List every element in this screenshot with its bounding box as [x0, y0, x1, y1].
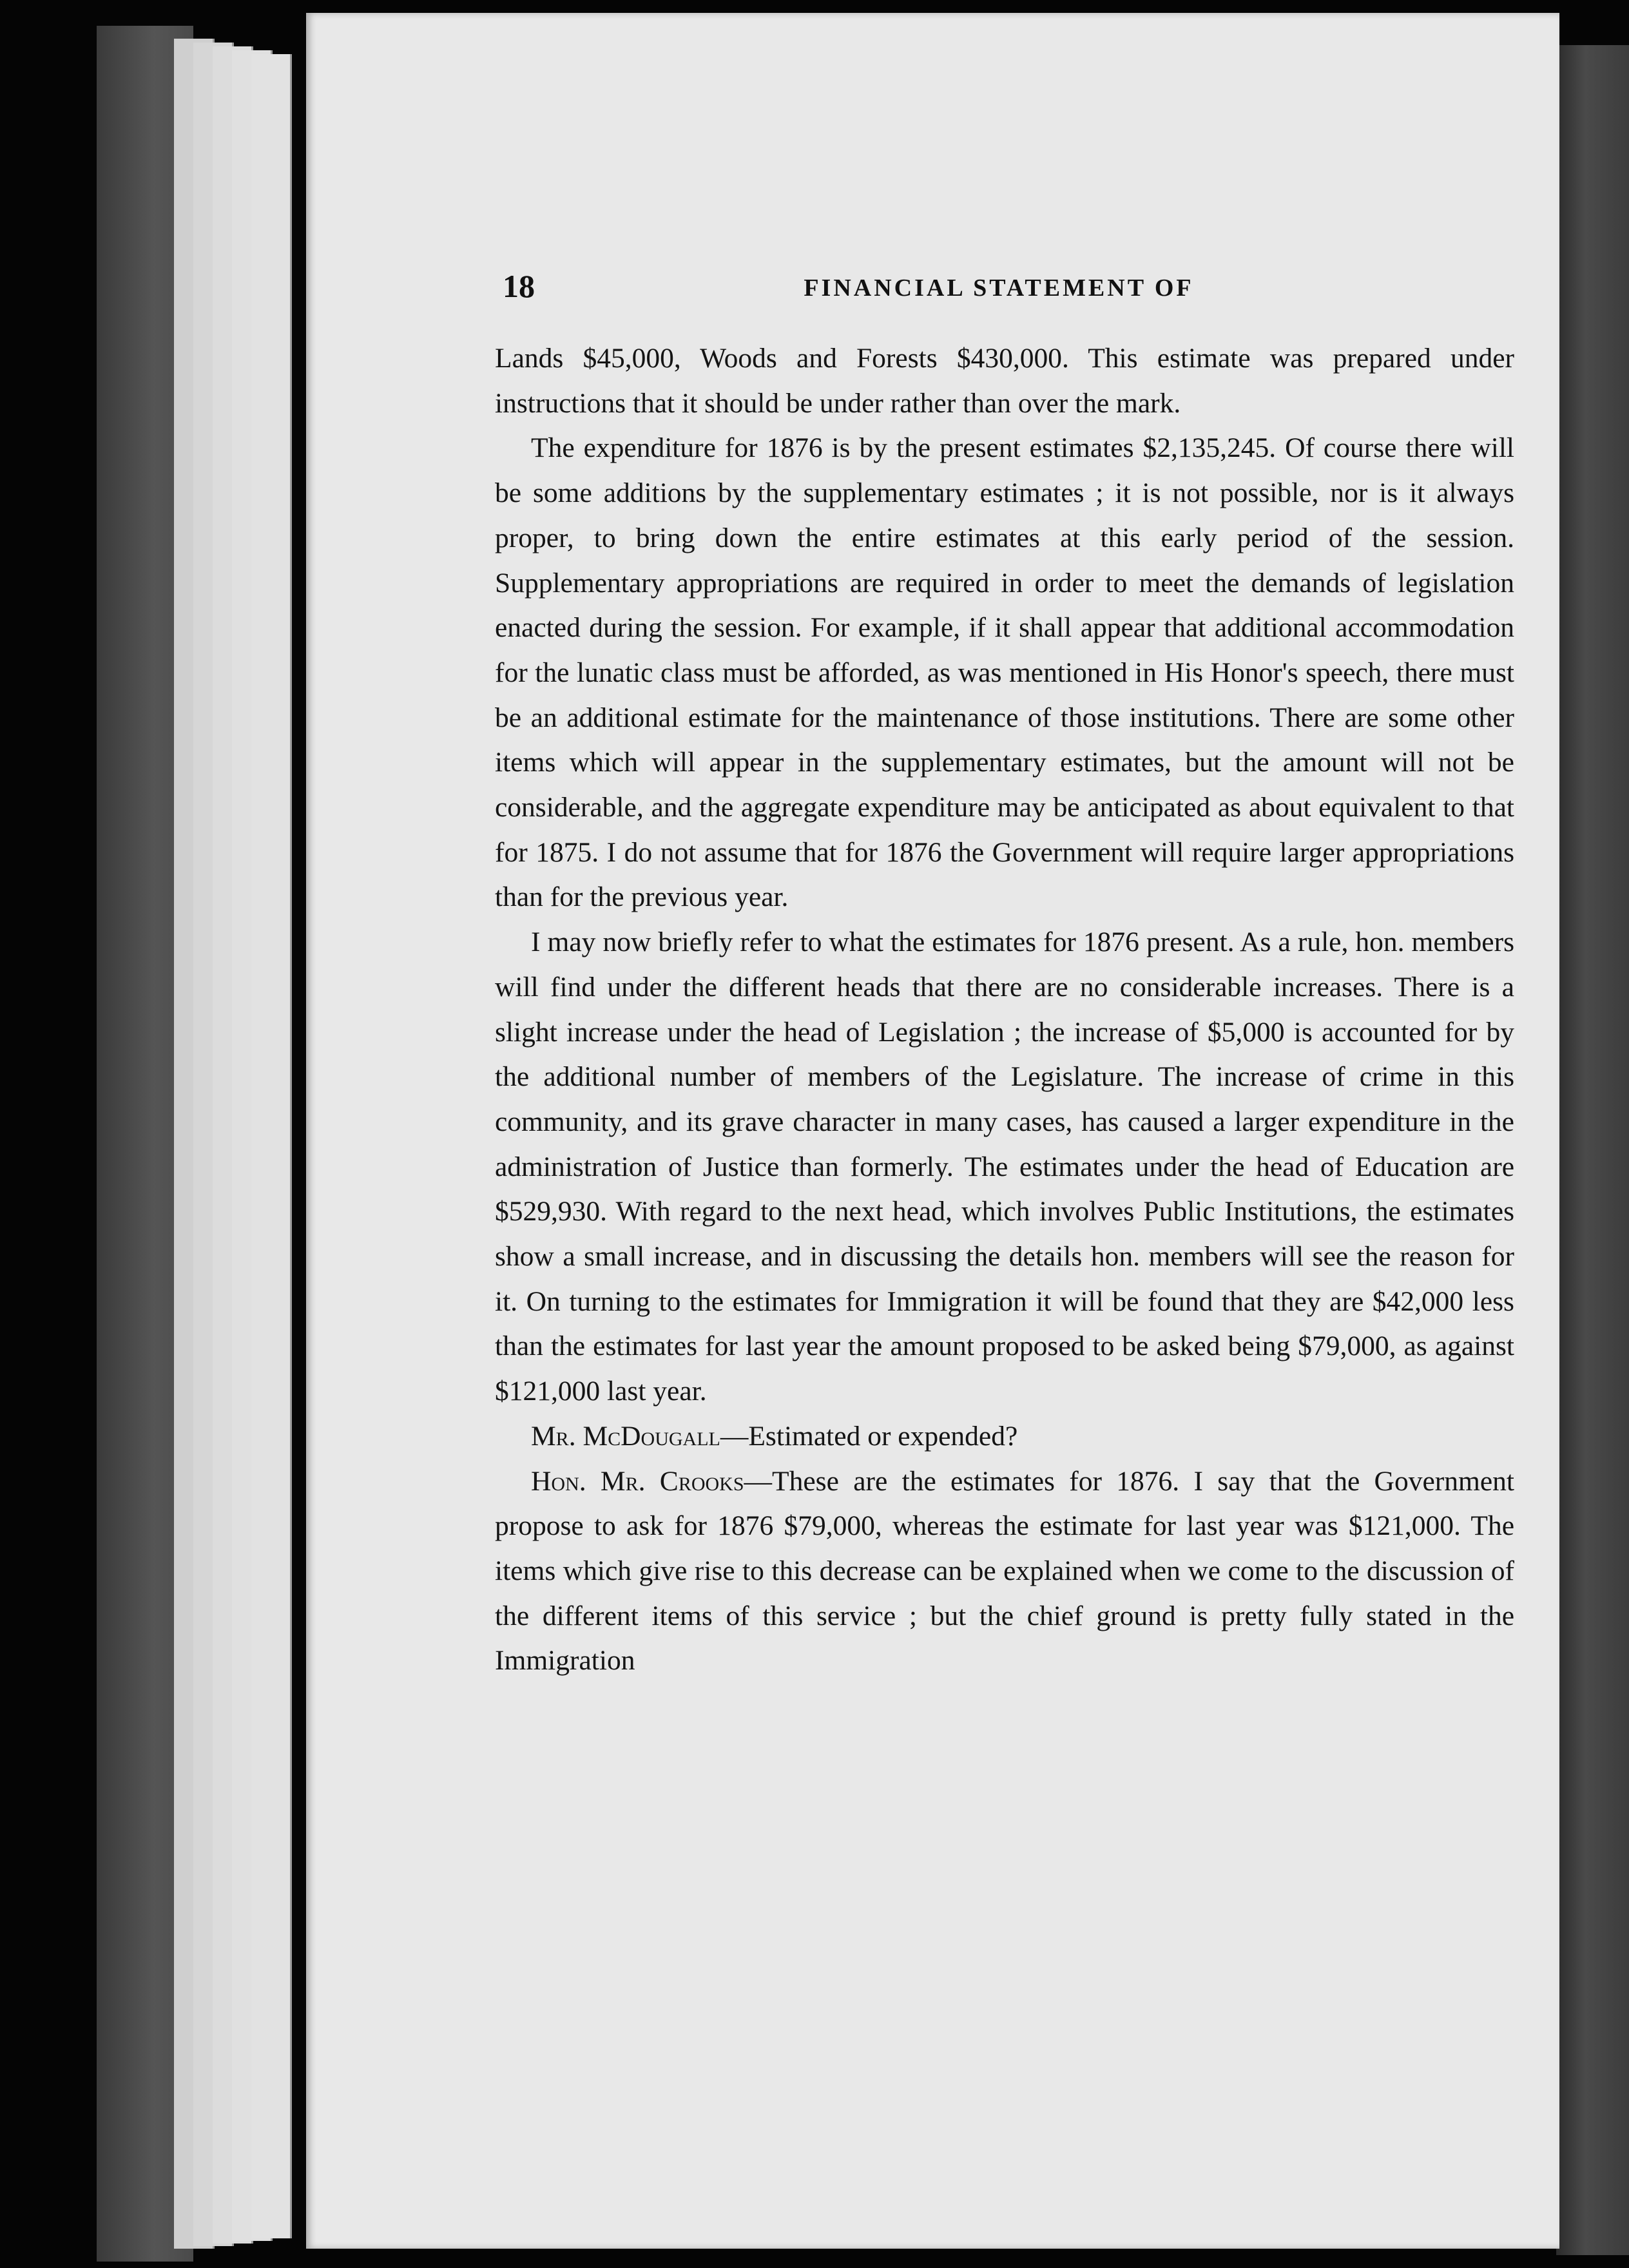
speaker-name: Mr. McDougall: [531, 1420, 720, 1452]
speech: [495, 1459, 1514, 1684]
speech-text: —These are the estimates for 1876. I say that the Government propose to ask for 1876 $79,000, whereas the estimate for last year was $121,000. The items which give rise to this decrease can be explained when we come to the discussion of the different items of this service ; but the chief ground is pretty fully stated in the Immigration: [495, 1465, 1514, 1677]
page-number: 18: [503, 268, 535, 304]
speaker-name: Hon. Mr. Crooks: [531, 1465, 744, 1497]
paragraph: Lands $45,000, Woods and Forests $430,000. This estimate was prepared under instructions that it should be under rather than over the mark.: [495, 343, 1514, 419]
body-text: [495, 336, 1514, 1684]
paragraph: The expenditure for 1876 is by the present estimates $2,135,245. Of course there will be some additions by the supplementary estimates ; it is not possible, nor is it always proper, to bring down the entire estimates at this early period of the session. Supplementary appropriations are required in order to meet the demands of legislation enacted during the session. For example, if it shall appear that additional accommodation for the lunatic class must be afforded, as was mentioned in His Honor's speech, there must be an additional estimate for the maintenance of those institutions. There are some other items which will appear in the supplementary estimates, but the amount will not be considerable, and the aggregate expenditure may be anticipated as about equivalent to that for 1875. I do not assume that for 1876 the Government will require larger appropriations than for the previous year.: [495, 432, 1514, 913]
page-edge: [251, 54, 292, 2238]
paragraph: I may now briefly refer to what the estimates for 1876 present. As a rule, hon. members will find under the different heads that there are no considerable increases. There is a slight increase under the head of Legislation ; the increase of $5,000 is accounted for by the additional number of members of the Legislature. The increase of crime in this community, and its grave character in many cases, has caused a larger expenditure in the administration of Justice than formerly. The estimates under the head of Education are $529,930. With regard to the next head, which involves Public Institutions, the estimates show a small increase, and in discussing the details hon. members will see the reason for it. On turning to the estimates for Immigration it will be found that they are $42,000 less than the estimates for last year the amount proposed to be asked being $79,000, as against $121,000 last year.: [495, 927, 1514, 1407]
right-scan-margin: [1556, 45, 1629, 2255]
speech-text: —Estimated or expended?: [720, 1420, 1018, 1452]
speech: [495, 1414, 1514, 1459]
running-head: FINANCIAL STATEMENT OF: [804, 274, 1194, 302]
